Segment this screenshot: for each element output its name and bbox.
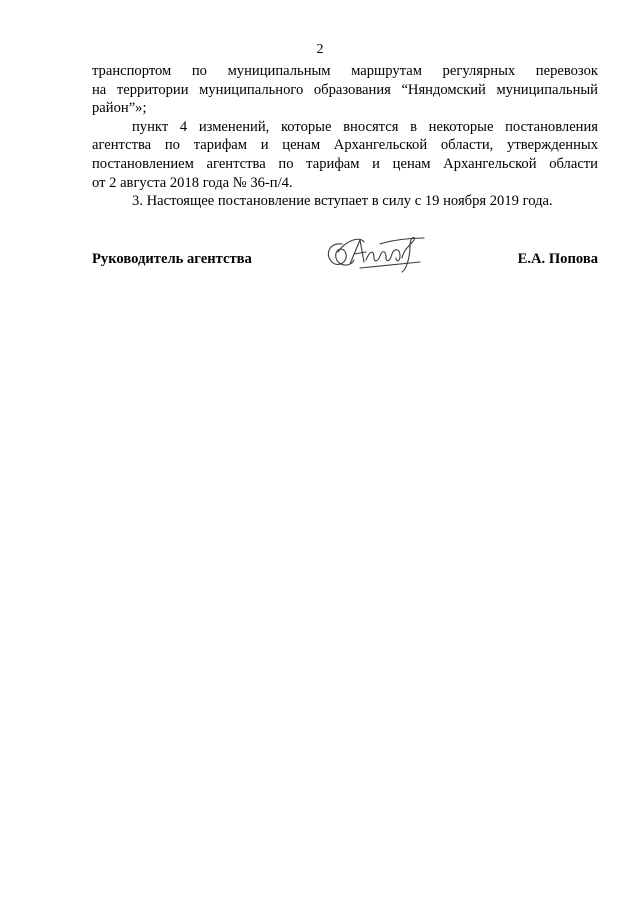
signatory-title: Руководитель агентства <box>92 251 252 267</box>
text-line: на территории муниципального образования “Няндомский муниципальный <box>92 81 598 98</box>
text-line: транспортом по муниципальным маршрутам регулярных перевозок <box>92 63 598 79</box>
handwritten-signature-icon <box>320 232 430 276</box>
signatory-name: Е.А. Попова <box>517 251 598 267</box>
document-body <box>92 62 598 211</box>
text-line: 3. Настоящее постановление вступает в силу с 19 ноября 2019 года. <box>132 193 553 210</box>
text-line: пункт 4 изменений, которые вносятся в некоторые постановления <box>132 118 598 135</box>
paragraph-effective-date <box>92 192 598 211</box>
text-line: постановлением агентства по тарифам и ценам Архангельской области <box>92 155 598 172</box>
text-line: агентства по тарифам и ценам Архангельской области, утвержденных <box>92 137 598 154</box>
page-number: 2 <box>316 42 324 57</box>
text-line: район”»; <box>92 100 147 117</box>
signature-block <box>92 246 598 276</box>
paragraph-continuation <box>92 62 598 118</box>
paragraph-item-4 <box>92 118 598 192</box>
text-line: от 2 августа 2018 года № 36-п/4. <box>92 174 293 191</box>
